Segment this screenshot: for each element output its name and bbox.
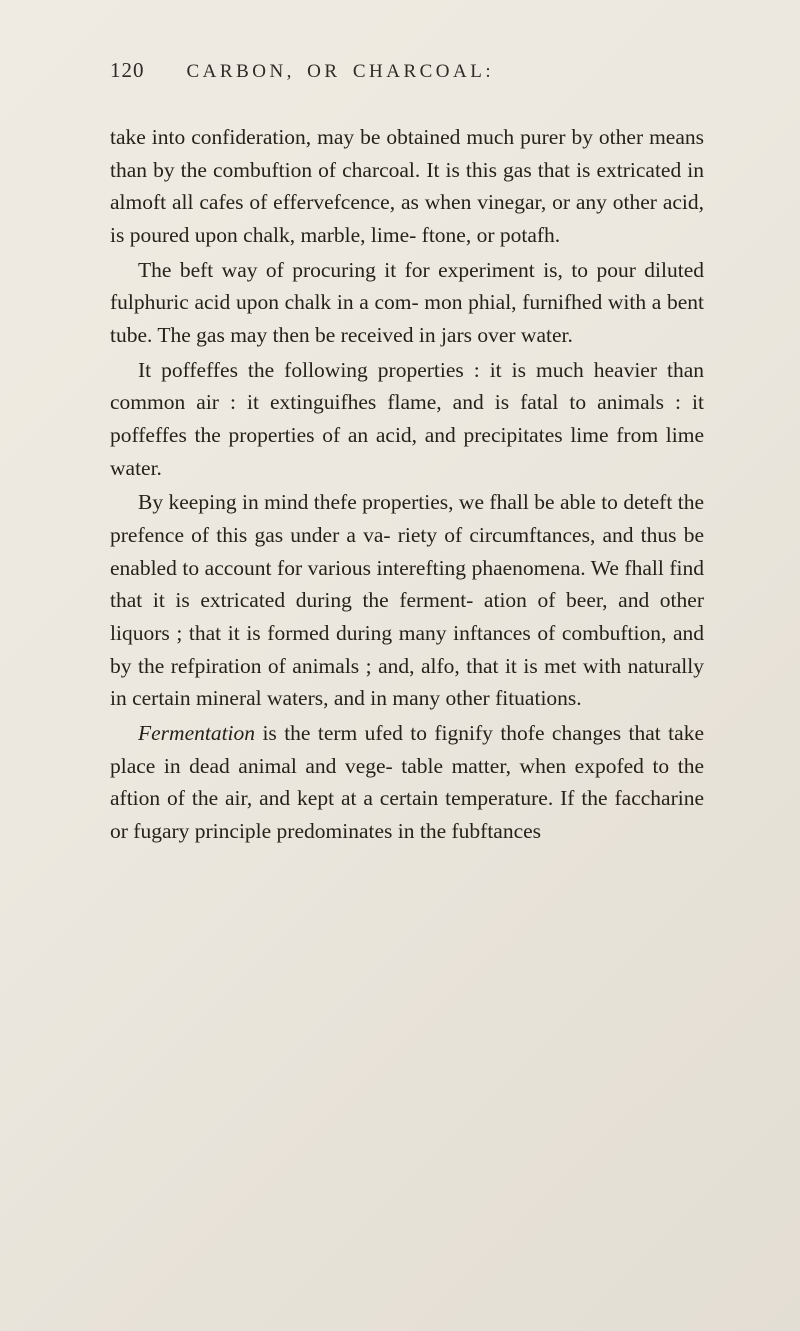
page-header [110,58,704,83]
paragraph-1: take into confideration, may be obtained much purer by other means than by the combuftion of charcoal. It is this gas that is extricated in almoft all cafes of effervefcence, as when vinegar, or any other acid, is poured upon chalk, marble, lime- ftone, or potafh. [110,125,704,248]
paragraph-2: The beft way of procuring it for experiment is, to pour diluted fulphuric acid upon chalk in a com- mon phial, furnifhed with a bent tube. The gas may then be received in jars over water. [110,257,704,348]
paragraph-3: It poffeffes the following properties : it is much heavier than common air : it extinguifhes flame, and is fatal to animals : it poffeffes the properties of an acid, and precipitates lime from lime water. [110,357,704,480]
italic-term: Fermentation [138,721,256,746]
page-number: 120 [110,58,145,82]
body-text [110,121,704,848]
running-title: CARBON, OR CHARCOAL: [186,61,495,82]
paragraph-5: Fermentation is the term ufed to fignify thofe changes that take place in dead animal and vege- table matter, when expofed to the aftion of the air, and kept at a certain temperature. If the faccharine or fugary principle predominates in the fubftances [110,721,704,844]
paragraph-4: By keeping in mind thefe properties, we fhall be able to deteft the prefence of this gas under a va- riety of circumftances, and thus be enabled to account for various interefting phaenomena. We fhall find that it is extricated during the ferment- ation of beer, and other liquors ; that it is formed during many inftances of combuftion, and by the refpiration of animals ; and, alfo, that it is met with naturally in certain mineral waters, and in many other fituations. [110,490,704,711]
